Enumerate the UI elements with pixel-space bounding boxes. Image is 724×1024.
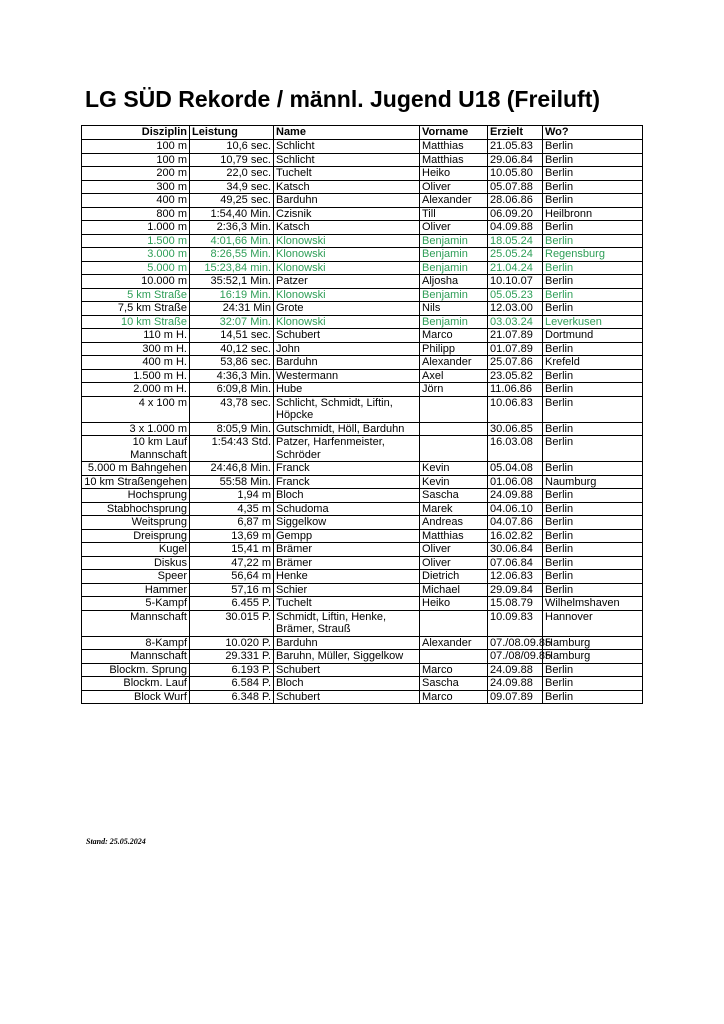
cell-erzielt: 16.03.08 <box>488 436 543 462</box>
table-row <box>82 275 643 289</box>
cell-disziplin: 400 m H. <box>82 356 190 370</box>
cell-wo: Krefeld <box>543 356 643 370</box>
cell-leistung: 6.584 P. <box>190 677 274 691</box>
cell-vorname <box>420 396 488 422</box>
cell-vorname: Matthias <box>420 529 488 543</box>
cell-erzielt: 16.02.82 <box>488 529 543 543</box>
cell-name: Franck <box>274 462 420 476</box>
table-row <box>82 502 643 516</box>
cell-vorname: Oliver <box>420 221 488 235</box>
cell-vorname: Sascha <box>420 489 488 503</box>
cell-erzielt: 12.03.00 <box>488 302 543 316</box>
cell-leistung: 1,94 m <box>190 489 274 503</box>
cell-leistung: 57,16 m <box>190 583 274 597</box>
cell-leistung: 1:54:43 Std. <box>190 436 274 462</box>
cell-name: Klonowski <box>274 234 420 248</box>
cell-leistung: 6:09,8 Min. <box>190 383 274 397</box>
cell-name: Tuchelt <box>274 167 420 181</box>
cell-wo: Berlin <box>543 529 643 543</box>
cell-disziplin: 800 m <box>82 207 190 221</box>
cell-erzielt: 11.06.86 <box>488 383 543 397</box>
table-row <box>82 153 643 167</box>
cell-erzielt: 23.05.82 <box>488 369 543 383</box>
header-leistung: Leistung <box>190 126 274 140</box>
cell-disziplin: 5.000 m <box>82 261 190 275</box>
cell-erzielt: 10.09.83 <box>488 610 543 636</box>
cell-name: Baruhn, Müller, Siggelkow <box>274 650 420 664</box>
cell-vorname: Benjamin <box>420 234 488 248</box>
header-wo: Wo? <box>543 126 643 140</box>
cell-erzielt: 24.09.88 <box>488 663 543 677</box>
cell-name: Schubert <box>274 690 420 704</box>
cell-wo: Berlin <box>543 556 643 570</box>
cell-disziplin: 1.500 m <box>82 234 190 248</box>
cell-vorname: Sascha <box>420 677 488 691</box>
cell-erzielt: 07.06.84 <box>488 556 543 570</box>
records-body <box>82 140 643 704</box>
cell-disziplin: Speer <box>82 570 190 584</box>
cell-vorname: Marco <box>420 329 488 343</box>
cell-erzielt: 07./08/09.85 <box>488 650 543 664</box>
cell-leistung: 6.348 P. <box>190 690 274 704</box>
cell-name: Klonowski <box>274 261 420 275</box>
cell-name: Bloch <box>274 677 420 691</box>
cell-vorname: Heiko <box>420 597 488 611</box>
cell-wo: Berlin <box>543 663 643 677</box>
cell-disziplin: Weitsprung <box>82 516 190 530</box>
cell-wo: Berlin <box>543 462 643 476</box>
table-row <box>82 597 643 611</box>
table-row <box>82 194 643 208</box>
table-row <box>82 396 643 422</box>
cell-disziplin: Blockm. Lauf <box>82 677 190 691</box>
cell-vorname: Nils <box>420 302 488 316</box>
cell-leistung: 15,41 m <box>190 543 274 557</box>
header-disziplin: Disziplin <box>82 126 190 140</box>
cell-leistung: 24:46,8 Min. <box>190 462 274 476</box>
cell-erzielt: 21.07.89 <box>488 329 543 343</box>
cell-wo: Berlin <box>543 275 643 289</box>
cell-wo: Berlin <box>543 543 643 557</box>
cell-erzielt: 18.05.24 <box>488 234 543 248</box>
cell-leistung: 35:52,1 Min. <box>190 275 274 289</box>
cell-leistung: 56,64 m <box>190 570 274 584</box>
table-row <box>82 248 643 262</box>
cell-vorname: Matthias <box>420 140 488 154</box>
cell-vorname <box>420 422 488 436</box>
cell-disziplin: 300 m <box>82 180 190 194</box>
cell-leistung: 55:58 Min. <box>190 475 274 489</box>
cell-disziplin: 1.500 m H. <box>82 369 190 383</box>
cell-erzielt: 12.06.83 <box>488 570 543 584</box>
cell-erzielt: 05.05.23 <box>488 288 543 302</box>
cell-disziplin: Hammer <box>82 583 190 597</box>
cell-erzielt: 05.07.88 <box>488 180 543 194</box>
cell-wo: Berlin <box>543 502 643 516</box>
table-row <box>82 583 643 597</box>
cell-erzielt: 28.06.86 <box>488 194 543 208</box>
cell-leistung: 6.193 P. <box>190 663 274 677</box>
table-row <box>82 167 643 181</box>
cell-disziplin: Mannschaft <box>82 610 190 636</box>
cell-wo: Regensburg <box>543 248 643 262</box>
cell-erzielt: 09.07.89 <box>488 690 543 704</box>
cell-leistung: 1:54,40 Min. <box>190 207 274 221</box>
cell-vorname: Matthias <box>420 153 488 167</box>
table-row <box>82 690 643 704</box>
cell-name: Henke <box>274 570 420 584</box>
cell-vorname: Oliver <box>420 180 488 194</box>
cell-name: Franck <box>274 475 420 489</box>
cell-vorname: Benjamin <box>420 248 488 262</box>
cell-vorname: Michael <box>420 583 488 597</box>
cell-vorname: Kevin <box>420 462 488 476</box>
cell-vorname: Aljosha <box>420 275 488 289</box>
cell-erzielt: 07./08.09.85 <box>488 636 543 650</box>
table-row <box>82 329 643 343</box>
cell-erzielt: 30.06.84 <box>488 543 543 557</box>
cell-disziplin: 5.000 m Bahngehen <box>82 462 190 476</box>
cell-name: Patzer <box>274 275 420 289</box>
cell-vorname: Alexander <box>420 356 488 370</box>
cell-leistung: 29.331 P. <box>190 650 274 664</box>
cell-wo: Berlin <box>543 583 643 597</box>
cell-vorname: Marco <box>420 663 488 677</box>
cell-leistung: 6.455 P. <box>190 597 274 611</box>
cell-disziplin: 110 m H. <box>82 329 190 343</box>
cell-erzielt: 10.10.07 <box>488 275 543 289</box>
cell-name: Gempp <box>274 529 420 543</box>
cell-disziplin: 300 m H. <box>82 342 190 356</box>
cell-wo: Berlin <box>543 194 643 208</box>
cell-erzielt: 06.09.20 <box>488 207 543 221</box>
cell-name: Schmidt, Liftin, Henke, Brämer, Strauß <box>274 610 420 636</box>
cell-wo: Berlin <box>543 221 643 235</box>
cell-erzielt: 25.07.86 <box>488 356 543 370</box>
cell-erzielt: 04.06.10 <box>488 502 543 516</box>
cell-disziplin: 3 x 1.000 m <box>82 422 190 436</box>
cell-name: Siggelkow <box>274 516 420 530</box>
cell-erzielt: 04.07.86 <box>488 516 543 530</box>
cell-name: Westermann <box>274 369 420 383</box>
cell-vorname: Philipp <box>420 342 488 356</box>
cell-wo: Berlin <box>543 261 643 275</box>
cell-disziplin: 200 m <box>82 167 190 181</box>
cell-erzielt: 24.09.88 <box>488 489 543 503</box>
table-row <box>82 529 643 543</box>
cell-wo: Leverkusen <box>543 315 643 329</box>
cell-erzielt: 24.09.88 <box>488 677 543 691</box>
cell-vorname: Marco <box>420 690 488 704</box>
cell-erzielt: 29.06.84 <box>488 153 543 167</box>
cell-name: Schudoma <box>274 502 420 516</box>
cell-wo: Berlin <box>543 396 643 422</box>
cell-disziplin: Mannschaft <box>82 650 190 664</box>
cell-disziplin: 10 km Straße <box>82 315 190 329</box>
cell-vorname <box>420 610 488 636</box>
cell-vorname: Jörn <box>420 383 488 397</box>
table-row <box>82 636 643 650</box>
cell-leistung: 10.020 P. <box>190 636 274 650</box>
cell-leistung: 4:01,66 Min. <box>190 234 274 248</box>
cell-leistung: 8:26,55 Min. <box>190 248 274 262</box>
cell-disziplin: 2.000 m H. <box>82 383 190 397</box>
table-row <box>82 288 643 302</box>
cell-wo: Berlin <box>543 489 643 503</box>
cell-wo: Dortmund <box>543 329 643 343</box>
table-row <box>82 234 643 248</box>
cell-vorname <box>420 436 488 462</box>
cell-vorname: Benjamin <box>420 288 488 302</box>
table-row <box>82 663 643 677</box>
cell-erzielt: 10.06.83 <box>488 396 543 422</box>
cell-name: Schubert <box>274 663 420 677</box>
table-row <box>82 610 643 636</box>
table-row <box>82 261 643 275</box>
cell-disziplin: 4 x 100 m <box>82 396 190 422</box>
cell-name: Katsch <box>274 180 420 194</box>
cell-vorname: Oliver <box>420 556 488 570</box>
cell-disziplin: Stabhochsprung <box>82 502 190 516</box>
cell-wo: Hamburg <box>543 650 643 664</box>
table-row <box>82 677 643 691</box>
cell-leistung: 6,87 m <box>190 516 274 530</box>
cell-name: Schier <box>274 583 420 597</box>
cell-vorname: Andreas <box>420 516 488 530</box>
cell-wo: Berlin <box>543 167 643 181</box>
cell-erzielt: 25.05.24 <box>488 248 543 262</box>
cell-erzielt: 29.09.84 <box>488 583 543 597</box>
cell-name: Schlicht <box>274 153 420 167</box>
cell-disziplin: Diskus <box>82 556 190 570</box>
cell-erzielt: 30.06.85 <box>488 422 543 436</box>
cell-erzielt: 04.09.88 <box>488 221 543 235</box>
table-row <box>82 462 643 476</box>
cell-disziplin: 10 km Straßengehen <box>82 475 190 489</box>
table-row <box>82 221 643 235</box>
cell-wo: Berlin <box>543 153 643 167</box>
header-erzielt: Erzielt <box>488 126 543 140</box>
table-row <box>82 302 643 316</box>
table-row <box>82 180 643 194</box>
table-row <box>82 650 643 664</box>
cell-disziplin: 3.000 m <box>82 248 190 262</box>
cell-erzielt: 21.04.24 <box>488 261 543 275</box>
cell-disziplin: 8-Kampf <box>82 636 190 650</box>
cell-disziplin: 100 m <box>82 140 190 154</box>
records-table <box>81 125 643 704</box>
cell-disziplin: Dreisprung <box>82 529 190 543</box>
cell-name: Bloch <box>274 489 420 503</box>
cell-leistung: 43,78 sec. <box>190 396 274 422</box>
table-row <box>82 369 643 383</box>
cell-name: Tuchelt <box>274 597 420 611</box>
cell-leistung: 14,51 sec. <box>190 329 274 343</box>
cell-leistung: 10,6 sec. <box>190 140 274 154</box>
cell-wo: Berlin <box>543 288 643 302</box>
cell-name: Patzer, Harfenmeister, Schröder <box>274 436 420 462</box>
cell-name: Schubert <box>274 329 420 343</box>
cell-name: Katsch <box>274 221 420 235</box>
cell-name: Brämer <box>274 543 420 557</box>
cell-disziplin: 5-Kampf <box>82 597 190 611</box>
cell-vorname: Marek <box>420 502 488 516</box>
cell-erzielt: 15.08.79 <box>488 597 543 611</box>
cell-vorname: Till <box>420 207 488 221</box>
cell-wo: Berlin <box>543 677 643 691</box>
table-row <box>82 516 643 530</box>
cell-leistung: 30.015 P. <box>190 610 274 636</box>
cell-wo: Berlin <box>543 342 643 356</box>
cell-vorname: Benjamin <box>420 315 488 329</box>
table-row <box>82 315 643 329</box>
cell-leistung: 34,9 sec. <box>190 180 274 194</box>
cell-name: Barduhn <box>274 356 420 370</box>
table-row <box>82 140 643 154</box>
table-row <box>82 436 643 462</box>
cell-disziplin: 400 m <box>82 194 190 208</box>
cell-disziplin: 5 km Straße <box>82 288 190 302</box>
cell-leistung: 4,35 m <box>190 502 274 516</box>
cell-vorname: Dietrich <box>420 570 488 584</box>
stand-date: Stand: 25.05.2024 <box>86 837 146 846</box>
table-row <box>82 207 643 221</box>
cell-vorname: Axel <box>420 369 488 383</box>
cell-wo: Berlin <box>543 516 643 530</box>
cell-name: Czisnik <box>274 207 420 221</box>
cell-wo: Heilbronn <box>543 207 643 221</box>
table-row <box>82 422 643 436</box>
cell-leistung: 53,86 sec. <box>190 356 274 370</box>
cell-leistung: 49,25 sec. <box>190 194 274 208</box>
cell-name: Gutschmidt, Höll, Barduhn <box>274 422 420 436</box>
cell-leistung: 22,0 sec. <box>190 167 274 181</box>
cell-wo: Berlin <box>543 422 643 436</box>
cell-vorname: Benjamin <box>420 261 488 275</box>
cell-erzielt: 10.05.80 <box>488 167 543 181</box>
cell-vorname: Alexander <box>420 636 488 650</box>
cell-wo: Berlin <box>543 180 643 194</box>
cell-vorname: Alexander <box>420 194 488 208</box>
cell-vorname: Heiko <box>420 167 488 181</box>
cell-disziplin: 100 m <box>82 153 190 167</box>
cell-wo: Berlin <box>543 140 643 154</box>
header-vorname: Vorname <box>420 126 488 140</box>
header-name: Name <box>274 126 420 140</box>
page-title: LG SÜD Rekorde / männl. Jugend U18 (Freiluft) <box>85 86 601 112</box>
table-row <box>82 489 643 503</box>
cell-wo: Wilhelmshaven <box>543 597 643 611</box>
cell-erzielt: 01.06.08 <box>488 475 543 489</box>
cell-name: Brämer <box>274 556 420 570</box>
cell-disziplin: Hochsprung <box>82 489 190 503</box>
cell-leistung: 24:31 Min <box>190 302 274 316</box>
cell-name: Klonowski <box>274 315 420 329</box>
cell-name: Schlicht, Schmidt, Liftin, Höpcke <box>274 396 420 422</box>
cell-leistung: 4:36,3 Min. <box>190 369 274 383</box>
cell-leistung: 47,22 m <box>190 556 274 570</box>
cell-wo: Berlin <box>543 570 643 584</box>
cell-name: Schlicht <box>274 140 420 154</box>
cell-wo: Berlin <box>543 383 643 397</box>
cell-vorname: Kevin <box>420 475 488 489</box>
cell-name: Barduhn <box>274 636 420 650</box>
cell-erzielt: 01.07.89 <box>488 342 543 356</box>
table-row <box>82 475 643 489</box>
cell-disziplin: Block Wurf <box>82 690 190 704</box>
cell-wo: Naumburg <box>543 475 643 489</box>
table-row <box>82 556 643 570</box>
cell-disziplin: Blockm. Sprung <box>82 663 190 677</box>
cell-leistung: 16:19 Min. <box>190 288 274 302</box>
cell-disziplin: 1.000 m <box>82 221 190 235</box>
table-row <box>82 383 643 397</box>
cell-disziplin: 10 km Lauf Mannschaft <box>82 436 190 462</box>
cell-disziplin: Kugel <box>82 543 190 557</box>
table-row <box>82 342 643 356</box>
cell-name: Klonowski <box>274 288 420 302</box>
table-row <box>82 570 643 584</box>
cell-leistung: 32:07 Min. <box>190 315 274 329</box>
cell-name: Hube <box>274 383 420 397</box>
cell-wo: Berlin <box>543 302 643 316</box>
cell-erzielt: 05.04.08 <box>488 462 543 476</box>
cell-leistung: 13,69 m <box>190 529 274 543</box>
cell-wo: Hannover <box>543 610 643 636</box>
cell-disziplin: 10.000 m <box>82 275 190 289</box>
cell-leistung: 15:23,84 min. <box>190 261 274 275</box>
cell-name: Barduhn <box>274 194 420 208</box>
table-row <box>82 356 643 370</box>
cell-leistung: 2:36,3 Min. <box>190 221 274 235</box>
cell-erzielt: 21.05.83 <box>488 140 543 154</box>
cell-name: John <box>274 342 420 356</box>
cell-disziplin: 7,5 km Straße <box>82 302 190 316</box>
cell-leistung: 8:05,9 Min. <box>190 422 274 436</box>
table-row <box>82 543 643 557</box>
cell-wo: Berlin <box>543 436 643 462</box>
header-row <box>82 126 643 140</box>
cell-vorname: Oliver <box>420 543 488 557</box>
cell-wo: Berlin <box>543 369 643 383</box>
cell-vorname <box>420 650 488 664</box>
cell-leistung: 40,12 sec. <box>190 342 274 356</box>
cell-leistung: 10,79 sec. <box>190 153 274 167</box>
cell-wo: Berlin <box>543 234 643 248</box>
cell-name: Grote <box>274 302 420 316</box>
cell-erzielt: 03.03.24 <box>488 315 543 329</box>
cell-wo: Hamburg <box>543 636 643 650</box>
cell-name: Klonowski <box>274 248 420 262</box>
cell-wo: Berlin <box>543 690 643 704</box>
